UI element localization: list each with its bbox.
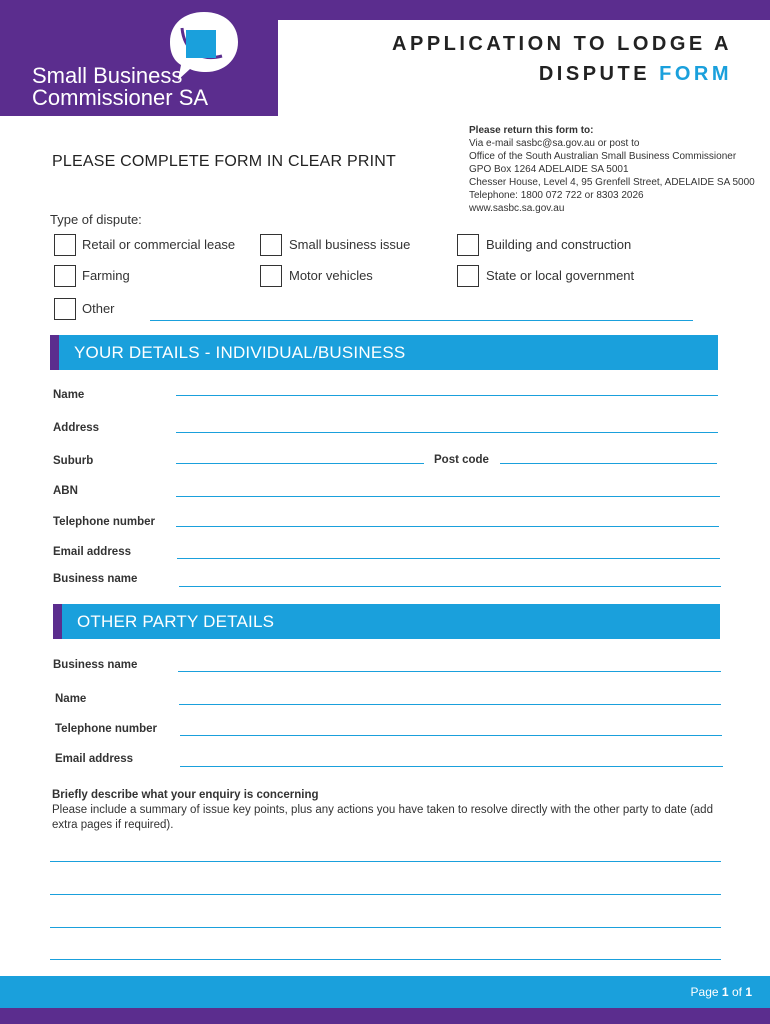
field-label-business-name: Business name [53, 573, 138, 585]
field-label-name: Name [53, 389, 85, 401]
section-accent [53, 604, 62, 639]
return-info-line: Telephone: 1800 072 722 or 8303 2026 [469, 190, 644, 201]
logo [0, 0, 278, 116]
address-field[interactable] [176, 432, 718, 433]
title-word-form: FORM [659, 63, 732, 85]
checkbox-building-construction[interactable] [457, 234, 479, 256]
return-info [469, 124, 755, 215]
field-label-telephone: Telephone number [53, 516, 156, 528]
business-name-field[interactable] [179, 586, 721, 587]
page-current: 1 [721, 985, 729, 999]
page-total: 1 [745, 985, 752, 999]
other-name-field[interactable] [179, 704, 721, 705]
field-label-other-name: Name [55, 693, 87, 705]
return-info-title: Please return this form to: [469, 125, 594, 136]
other-party-title: OTHER PARTY DETAILS [77, 612, 275, 631]
return-info-line: Chesser House, Level 4, 95 Grenfell Street, ADELAIDE SA 5000 [469, 177, 755, 188]
page-title-line2 [539, 63, 732, 86]
field-label-other-email: Email address [55, 753, 133, 765]
description-line[interactable] [50, 861, 721, 862]
page-of: of [731, 985, 742, 999]
description-line[interactable] [50, 927, 721, 928]
logo-text-line1: Small Business [32, 63, 183, 88]
checkbox-small-business[interactable] [260, 234, 282, 256]
your-details-title: YOUR DETAILS - INDIVIDUAL/BUSINESS [74, 343, 406, 362]
checkbox-label: State or local government [486, 268, 635, 283]
name-field[interactable] [176, 395, 718, 396]
field-label-abn: ABN [53, 485, 78, 497]
field-label-suburb: Suburb [53, 455, 94, 467]
checkbox-motor-vehicles[interactable] [260, 265, 282, 287]
checkbox-label: Farming [82, 268, 130, 283]
field-label-address: Address [53, 422, 100, 434]
other-specify-field[interactable] [150, 320, 693, 321]
other-business-name-field[interactable] [178, 671, 721, 672]
return-info-line: Office of the South Australian Small Business Commissioner [469, 151, 737, 162]
return-info-line: www.sasbc.sa.gov.au [469, 203, 565, 214]
checkbox-retail-lease[interactable] [54, 234, 76, 256]
checkbox-label: Building and construction [486, 237, 632, 252]
return-info-line: GPO Box 1264 ADELAIDE SA 5001 [469, 164, 629, 175]
postcode-field[interactable] [500, 463, 717, 464]
description-line[interactable] [50, 959, 721, 960]
footer-bar [0, 976, 770, 1008]
dispute-type-label: Type of dispute: [50, 212, 142, 227]
email-field[interactable] [177, 558, 720, 559]
logo-text-line2: Commissioner SA [32, 85, 209, 110]
checkbox-label: Small business issue [289, 237, 411, 252]
field-label-email: Email address [53, 546, 131, 558]
field-label-other-business-name: Business name [53, 659, 138, 671]
checkbox-label: Motor vehicles [289, 268, 373, 283]
title-word-dispute: DISPUTE [538, 63, 651, 85]
checkbox-other[interactable] [54, 298, 76, 320]
other-email-field[interactable] [180, 766, 723, 767]
checkbox-state-local-government[interactable] [457, 265, 479, 287]
brief-description-title: Briefly describe what your enquiry is concerning [52, 789, 319, 801]
page-number [691, 985, 752, 999]
description-line[interactable] [50, 894, 721, 895]
return-info-line: Via e-mail sasbc@sa.gov.au or post to [469, 138, 640, 149]
page-prefix: Page [690, 985, 719, 999]
suburb-field[interactable] [176, 463, 424, 464]
brief-description-instructions: Please include a summary of issue key points, plus any actions you have taken to resolve directly with the other party to date (add extra pages if required). [52, 804, 713, 831]
field-label-postcode: Post code [434, 454, 489, 466]
checkbox-farming[interactable] [54, 265, 76, 287]
other-telephone-field[interactable] [180, 735, 722, 736]
footer-band [0, 1008, 770, 1024]
checkbox-label: Retail or commercial lease [82, 237, 236, 252]
section-accent [50, 335, 59, 370]
field-label-other-telephone: Telephone number [55, 723, 158, 735]
clear-print-instruction: PLEASE COMPLETE FORM IN CLEAR PRINT [52, 153, 396, 170]
abn-field[interactable] [176, 496, 720, 497]
telephone-field[interactable] [176, 526, 719, 527]
page-title-line1: APPLICATION TO LODGE A [392, 33, 732, 55]
checkbox-label: Other [82, 301, 115, 316]
